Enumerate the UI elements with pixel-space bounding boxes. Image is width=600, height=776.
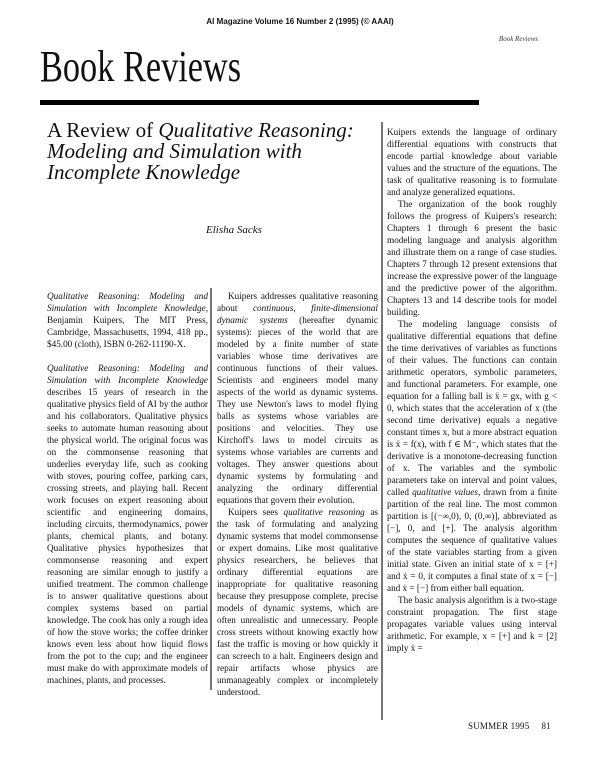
author-name: Elisha Sacks: [206, 224, 262, 236]
column-divider-2: [381, 122, 383, 720]
emphasis: continuous, finite-dimensional dynamic systems: [217, 303, 378, 325]
column-1: [47, 290, 208, 686]
paragraph: [47, 362, 208, 686]
column-3: [387, 126, 557, 654]
issue-label: SUMMER 1995: [468, 721, 530, 731]
book-citation-details: Benjamin Kuipers, The MIT Press, Cambridge, Massachusetts, 1994, 418 pp., $45.00 (cloth), ISBN 0-262-11190-X.: [47, 315, 208, 349]
book-title-inline: Qualitative Reasoning: Modeling and Simulation with Incomplete Knowledge: [47, 363, 208, 385]
paragraph: [217, 290, 378, 506]
book-citation: [47, 290, 208, 350]
page-number: 81: [541, 721, 551, 731]
paragraph-text: as the task of formulating and analyzing dynamic systems that model commonsense or expert domains. Like most qualitative physics researchers, he believes that ordinary differential equations are inappropriate for qualitative reasoning because they presuppose complete, precise models of dynamic systems, which are often unrealistic and unnecessary. People cross streets without knowing exactly how fast the traffic is moving or how quickly it can screech to a halt. Engineers design and repair artifacts whose physics are unmanageably complex or incompletely understood.: [217, 507, 378, 697]
section-title: Book Reviews: [40, 42, 242, 91]
column-2: [217, 290, 378, 698]
column-divider-1: [210, 288, 212, 690]
paragraph-text: drawn from a finite partition of the real line. The most common partition is [(−∞,0), 0, (0,∞)], abbreviated as [−], 0, and [+]. The analysis algorithm computes the sequence of qualitative values of the state variables starting from a given initial state. Given an initial state of x = [+] and ẋ = 0, it computes a final state of x = [−] and ẋ = [−] from either ball equation.: [387, 487, 558, 593]
paragraph-text: Kuipers addresses qualitative reasoning about: [217, 291, 378, 313]
paragraph: Kuipers extends the language of ordinary differential equations with constructs that encode partial knowledge about variable values and the structure of the equations. The task of qualitative reasoning is to formulate and analyze generalized equations.: [387, 127, 557, 197]
paragraph: The basic analysis algorithm is a two-stage constraint propagation. The first stage propagates variable values using interval arithmetic. For example, x = [+] and k = [2] imply ẍ =: [387, 595, 557, 653]
running-head: Book Reviews: [498, 35, 538, 43]
paragraph: [217, 506, 378, 698]
title-book-name-3: Incomplete Knowledge: [47, 160, 241, 184]
paragraph: [387, 318, 557, 594]
paragraph-text: Kuipers sees: [228, 507, 284, 517]
page-footer: [468, 721, 551, 731]
article-title: [47, 120, 377, 183]
citation-header: AI Magazine Volume 16 Number 2 (1995) (© AAAI): [206, 17, 394, 26]
paragraph-text: describes 15 years of research in the qualitative physics field of AI by the author and his collaborators. Qualitative physics seeks to automate human reasoning about the physical world. The original focus was on the commonsense reasoning that underlies everyday life, such as cooking with stoves, pouring coffee, parking cars, crossing streets, and playing ball. Recent work focuses on expert reasoning about scientific and engineering domains, including circuits, thermodynamics, power plants, chemical plants, and botany. Qualitative physics hypothesizes that commonsense reasoning and expert reasoning are similar enough to justify a unified treatment. The common challenge is to answer qualitative questions about complex systems based on partial knowledge. The cook has only a rough idea of how the stove works; the coffee drinker knows even less about how liquid flows from the pot to the cup; and the engineer must make do with approximate models of machines, plants, and processes.: [47, 387, 208, 685]
title-prefix: A Review of: [47, 118, 159, 142]
title-book-name-1: Qualitative Reasoning:: [158, 118, 354, 142]
paragraph: The organization of the book roughly follows the progress of Kuipers's research: Chapters 1 through 6 present the basic modeling language and analysis algorithm and illustrate them on a range of case studies. Chapters 7 through 12 present extensions that increase the expressive power of the language and the predictive power of the algorithm. Chapters 13 and 14 describe tools for model building.: [387, 199, 557, 317]
title-rule: [40, 100, 479, 105]
paragraph-text: The modeling language consists of qualitative differential equations that define the time derivatives of variables as functions of their values. The functions can contain arithmetic operators, symbolic parameters, and functional parameters. For example, one equation for a falling ball is ẍ = gx, with g < 0, which states that the acceleration of x (the second time derivative) equals a negative constant times x, but a more abstract equation is ẍ = f(x), with f ∈ M⁻, which states that the derivative is a monotone-decreasing function of x. The variables and the symbolic parameters take on interval and point values, called: [387, 319, 557, 497]
emphasis: qualitative reasoning: [283, 507, 365, 517]
paragraph-text: (hereafter dynamic systems): pieces of the world that are modeled by a finite number of state variables whose time derivatives are continuous functions of their values. Scientists and engineers model many aspects of the world as dynamic systems. They use Newton's laws to model flying balls as systems whose variables are positions and velocities. They use Kirchoff's laws to model circuits as systems whose variables are currents and voltages. They answer questions about dynamic systems by formulating and analyzing the ordinary differential equations that govern their evolution.: [217, 315, 378, 505]
title-book-name-2: Modeling and Simulation with: [47, 139, 302, 163]
emphasis: qualitative values,: [412, 487, 481, 497]
book-citation-title: Qualitative Reasoning: Modeling and Simulation with Incomplete Knowledge,: [47, 291, 208, 313]
